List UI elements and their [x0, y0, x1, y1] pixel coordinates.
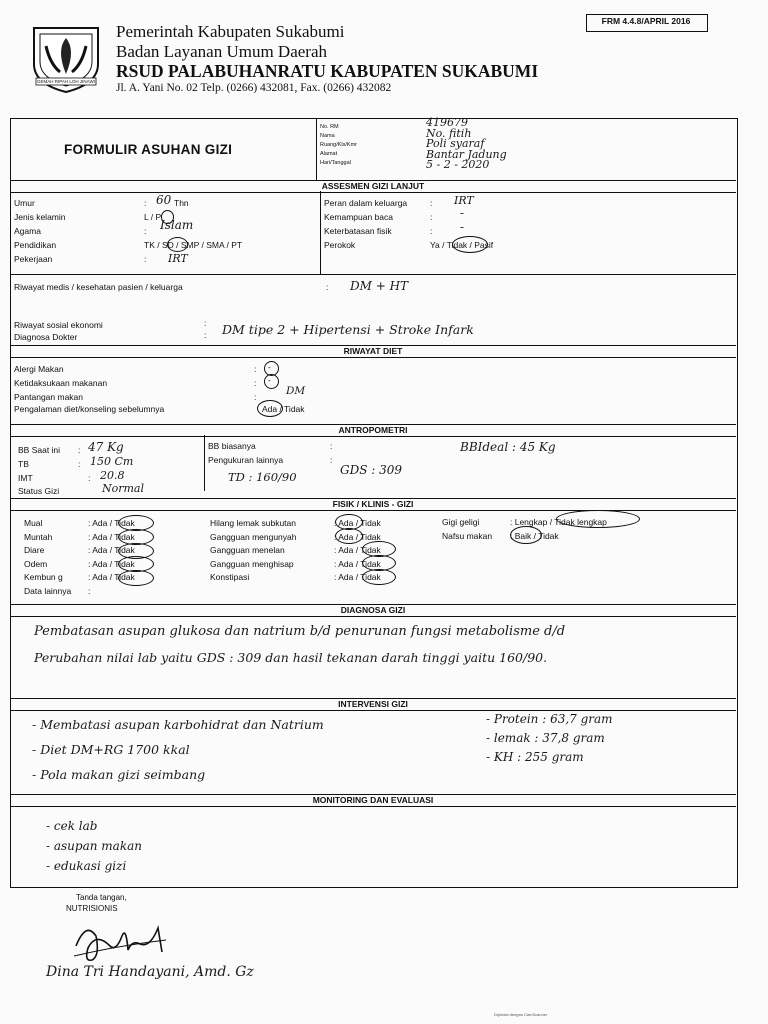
- header-gov: Pemerintah Kabupaten Sukabumi: [116, 22, 345, 41]
- fisik-left-opts: : Ada / Tidak: [88, 518, 135, 528]
- nutrient-item: - Protein : 63,7 gram: [486, 712, 613, 726]
- value-tanggal: 5 - 2 - 2020: [426, 158, 490, 171]
- imt-value: 20.8: [100, 469, 125, 482]
- bbbiasa-colon: :: [330, 441, 333, 451]
- fisik-mid-row: [210, 544, 381, 558]
- value-rm: 419679: [426, 116, 468, 129]
- pengalaman-options: Ada / Tidak: [262, 404, 305, 414]
- assessment-divider: [320, 191, 321, 274]
- fisik-mid-opts: : Ada / Tidak: [334, 518, 381, 528]
- umur-value: 60: [156, 193, 172, 207]
- peran-value: IRT: [454, 194, 474, 207]
- pengalaman-circle: [257, 400, 283, 417]
- fisik-value: -: [460, 220, 465, 234]
- section-diagnosa: DIAGNOSA GIZI: [10, 604, 736, 617]
- monitoring-list: [46, 816, 142, 876]
- rokok-circle: [452, 236, 488, 253]
- ketidak-value: -: [268, 375, 271, 385]
- value-nama: No. fitih: [426, 126, 472, 140]
- fisik-left-label: Mual: [24, 518, 43, 528]
- intervensi-item: - Pola makan gizi seimbang: [32, 767, 206, 782]
- fisik-left-opts: :: [88, 585, 91, 596]
- header-agency: Badan Layanan Umum Daerah: [116, 42, 327, 61]
- agama-colon: :: [144, 226, 147, 236]
- fisik-mid-opts: : Ada / Tidak: [334, 572, 381, 582]
- hospital-logo: [28, 24, 104, 94]
- alergi-label: Alergi Makan: [14, 364, 64, 374]
- bb-value: 47 Kg: [88, 440, 124, 454]
- label-hari: Hari/Tanggal: [320, 160, 351, 166]
- history-top-line: [10, 274, 736, 275]
- intervensi-right: [486, 710, 613, 767]
- pantangan-colon: :: [254, 392, 257, 402]
- baca-label: Kemampuan baca: [324, 212, 393, 222]
- title-divider: [316, 118, 317, 180]
- gds-value: GDS : 309: [340, 463, 403, 477]
- label-rm: No. RM: [320, 124, 339, 130]
- gigi-label: Gigi geligi: [442, 517, 480, 527]
- td-value: TD : 160/90: [228, 470, 297, 484]
- value-alamat: Bantar Jadung: [426, 147, 507, 161]
- medis-label: Riwayat medis / kesehatan pasien / keluarga: [14, 282, 183, 292]
- jk-label: Jenis kelamin: [14, 212, 66, 222]
- bbbiasa-label: BB biasanya: [208, 441, 256, 451]
- bbi-value: BBIdeal : 45 Kg: [460, 440, 556, 454]
- intervensi-item: - Diet DM+RG 1700 kkal: [32, 742, 190, 757]
- intervensi-item: - Membatasi asupan karbohidrat dan Natrium: [32, 717, 324, 732]
- pengalaman-label: Pengalaman diet/konseling sebelumnya: [14, 404, 165, 414]
- baca-value: -: [460, 206, 465, 220]
- nutrient-item: - KH : 255 gram: [486, 750, 584, 764]
- jk-options: L / P: [144, 212, 162, 222]
- fisik-left-opts: : Ada / Tidak: [88, 558, 135, 569]
- status-value: Normal: [102, 482, 145, 495]
- diag-label: Diagnosa Dokter: [14, 332, 78, 342]
- fisik-mid-opts: : Ada / Tidak: [334, 531, 381, 542]
- monitoring-item: - asupan makan: [46, 839, 142, 853]
- intervensi-left: [32, 712, 324, 787]
- tb-colon: :: [78, 459, 81, 469]
- header-address: Jl. A. Yani No. 02 Telp. (0266) 432081, Fax. (0266) 432082: [116, 82, 392, 94]
- peran-label: Peran dalam keluarga: [324, 198, 408, 208]
- diagnosa-line1: Pembatasan asupan glukosa dan natrium b/d penurunan fungsi metabolisme d/d: [34, 624, 566, 639]
- gigi-opts: : Lengkap / Tidak lengkap: [510, 517, 607, 527]
- section-diet: RIWAYAT DIET: [10, 345, 736, 358]
- kembung-circle: [118, 570, 154, 586]
- section-fisik: FISIK / KLINIS - GIZI: [10, 498, 736, 511]
- diag-colon: :: [204, 330, 207, 340]
- header-hospital: RSUD PALABUHANRATU KABUPATEN SUKABUMI: [116, 61, 539, 81]
- fisik-mid-label: Gangguan mengunyah: [210, 531, 297, 542]
- fisik-label: Keterbatasan fisik: [324, 226, 392, 236]
- id-labels: [320, 124, 357, 169]
- sosial-colon: :: [204, 318, 207, 328]
- anthro-divider: [204, 435, 205, 491]
- bb-label: BB Saat ini: [18, 445, 61, 455]
- fisik-mid-opts: : Ada / Tidak: [334, 558, 381, 569]
- fisik-mid-label: Konstipasi: [210, 572, 250, 582]
- fisik-mid-row: [210, 558, 381, 572]
- bb-colon: :: [78, 445, 81, 455]
- fisik-left-opts: : Ada / Tidak: [88, 572, 135, 582]
- fisik-left-label: Odem: [24, 558, 48, 569]
- agama-label: Agama: [14, 226, 41, 236]
- form-title: FORMULIR ASUHAN GIZI: [64, 142, 233, 157]
- value-ruang: Poli syaraf: [426, 137, 485, 150]
- fisik-mid-opts: : Ada / Tidak: [334, 545, 381, 555]
- section-assessment: ASSESMEN GIZI LANJUT: [10, 180, 736, 193]
- section-monitoring: MONITORING DAN EVALUASI: [10, 794, 736, 807]
- ketidak-label: Ketidaksukaan makanan: [14, 378, 108, 388]
- pendidikan-options: TK / SD / SMP / SMA / PT: [144, 240, 243, 250]
- tb-value: 150 Cm: [90, 455, 134, 468]
- monitoring-item: - edukasi gizi: [46, 859, 127, 873]
- fisik-mid-label: Gangguan menghisap: [210, 558, 294, 569]
- baca-colon: :: [430, 212, 433, 222]
- label-ruang: Ruang/Kls/Kmr: [320, 142, 357, 148]
- nafsu-circle: [510, 526, 542, 544]
- sign-label: Tanda tangan,: [76, 893, 127, 902]
- label-alamat: Alamat: [320, 151, 338, 157]
- mengunyah-circle: [335, 528, 363, 544]
- form-code: FRM 4.4.8/APRIL 2016: [601, 16, 691, 26]
- konstipasi-circle: [362, 569, 396, 585]
- section-intervensi: INTERVENSI GIZI: [10, 698, 736, 711]
- nafsu-opts: : Baik / Tidak: [510, 531, 559, 541]
- pekerjaan-value: IRT: [168, 252, 188, 265]
- pekerjaan-label: Pekerjaan: [14, 254, 53, 264]
- section-anthro: ANTROPOMETRI: [10, 424, 736, 437]
- gigi-circle: [556, 510, 640, 528]
- pekerjaan-colon: :: [144, 254, 147, 264]
- umur-label: Umur: [14, 198, 35, 208]
- fisik-left-label: Muntah: [24, 531, 53, 542]
- tb-label: TB: [18, 459, 29, 469]
- fisik-left-opts: : Ada / Tidak: [88, 531, 135, 542]
- diag-value: DM tipe 2 + Hipertensi + Stroke Infark: [222, 322, 474, 337]
- alergi-value: -: [268, 362, 271, 372]
- umur-unit: Thn: [174, 198, 189, 208]
- rokok-label: Perokok: [324, 240, 356, 250]
- fisik-left-col: [24, 517, 135, 598]
- pantangan-label: Pantangan makan: [14, 392, 83, 402]
- fisik-left-label: Diare: [24, 545, 45, 555]
- sign-role: NUTRISIONIS: [66, 904, 118, 913]
- ketidak-circle: [264, 374, 279, 389]
- diagnosa-line2: Perubahan nilai lab yaitu GDS : 309 dan hasil tekanan darah tinggi yaitu 160/90.: [34, 650, 548, 665]
- peran-colon: :: [430, 198, 433, 208]
- nafsu-label: Nafsu makan: [442, 531, 493, 541]
- umur-colon: :: [144, 198, 147, 208]
- sign-name: Dina Tri Handayani, Amd. Gz: [46, 964, 254, 980]
- nutrient-item: - lemak : 37,8 gram: [486, 731, 605, 745]
- rokok-options: Ya / Tidak / Pasif: [430, 240, 494, 250]
- alergi-colon: :: [254, 364, 257, 374]
- medis-colon: :: [326, 282, 329, 292]
- medis-value: DM + HT: [350, 279, 409, 293]
- id-values: [426, 118, 507, 171]
- imt-label: IMT: [18, 473, 33, 483]
- agama-value: Islam: [160, 218, 194, 232]
- fisik-left-row: [24, 585, 135, 599]
- monitoring-item: - cek lab: [46, 819, 98, 833]
- fisik-mid-label: Gangguan menelan: [210, 545, 285, 555]
- pendidikan-circle: [167, 237, 188, 252]
- fisik-mid-label: Hilang lemak subkutan: [210, 518, 296, 528]
- fisik-left-label: Data lainnya: [24, 585, 72, 596]
- status-label: Status Gizi: [18, 486, 60, 496]
- pendidikan-label: Pendidikan: [14, 240, 57, 250]
- ukur-label: Pengukuran lainnya: [208, 455, 284, 465]
- label-nama: Nama: [320, 133, 335, 139]
- ketidak-colon: :: [254, 378, 257, 388]
- fisik-colon: :: [430, 226, 433, 236]
- fisik-left-opts: : Ada / Tidak: [88, 545, 135, 555]
- scanner-note: Dipindai dengan CamScanner: [494, 1012, 548, 1017]
- fisik-mid-row: [210, 571, 381, 585]
- ukur-colon: :: [330, 455, 333, 465]
- sosial-label: Riwayat sosial ekonomi: [14, 320, 103, 330]
- logo-motto: GEMAH RIPAH LOH JINAWI: [36, 79, 95, 84]
- imt-colon: :: [88, 473, 91, 483]
- fisik-left-label: Kembun g: [24, 572, 63, 582]
- pantangan-value: DM: [286, 385, 306, 397]
- signature-scribble: [66, 916, 176, 966]
